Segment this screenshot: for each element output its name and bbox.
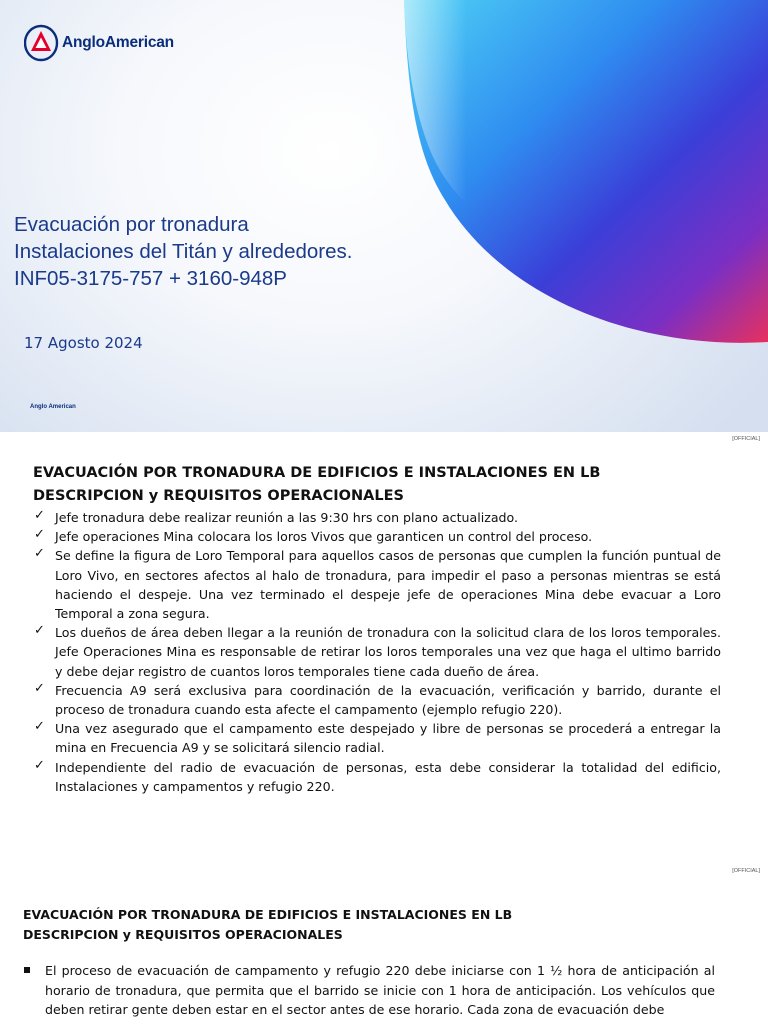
checkmark-icon: ✓ [34,508,45,523]
list-item: ✓ Se define la figura de Loro Temporal para aquellos casos de personas que cumplen la función puntual de Loro Vivo, en sectores afectos al halo de tronadura, para impedir el paso a personas mientras se está haciendo el despeje. Una vez terminado el despeje jefe de operaciones Mina debe evacuar a Loro Temporal a zona segura. [34,546,721,622]
slide-heading [33,462,733,508]
list-item: ✓ Independiente del radio de evacuación de personas, esta debe considerar la totalidad del edificio, Instalaciones y campamentos y refugio 220. [34,757,721,794]
heading-line: EVACUACIÓN POR TRONADURA DE EDIFICIOS E INSTALACIONES EN LB [33,465,601,481]
process-bullet-list [23,961,715,1020]
heading-line: DESCRIPCION y REQUISITOS OPERACIONALES [33,488,404,504]
heading-line: DESCRIPCION y REQUISITOS OPERACIONALES [23,927,343,942]
checkmark-icon: ✓ [34,546,45,562]
requirements-slide [0,432,768,864]
title-line: Evacuación por tronadura [14,213,249,236]
list-item: ✓ Jefe tronadura debe realizar reunión a las 9:30 hrs con plano actualizado. [34,508,519,525]
presentation-title [14,211,434,292]
list-item: ✓ Una vez asegurado que el campamento este despejado y libre de personas se procederá a entregar la mina en Frecuencia A9 y se solicitará silencio radial. [34,719,721,756]
title-line: INF05-3175-757 + 3160-948P [14,267,287,290]
presentation-date: 17 Agosto 2024 [24,334,143,352]
evacuation-process-slide [0,864,768,1024]
list-item: ✓ Frecuencia A9 será exclusiva para coordinación de la evacuación, verificación y barrido, durante el proceso de tronadura cuando esta afecte el campamento (ejemplo refugio 220). [34,680,721,718]
slide-heading [23,905,723,945]
checkmark-icon: ✓ [34,527,45,543]
list-item: ✓ Los dueños de área deben llegar a la reunión de tronadura con la solicitud clara de los loros temporales. Jefe Operaciones Mina es responsable de retirar los loros temporales una vez que haga el ultimo barrido y debe dejar registro de cuantos loros temporales tiene cada dueño de área. [34,623,721,679]
footer-brand: Anglo American [30,404,76,410]
checkmark-icon: ✓ [34,623,45,639]
list-item: ✓ Jefe operaciones Mina colocara los loros Vivos que garanticen un control del proceso. [34,527,593,545]
checkmark-icon: ✓ [34,680,45,696]
checkmark-icon: ✓ [34,757,45,773]
requirements-checklist [33,508,721,796]
checkmark-icon: ✓ [34,719,45,735]
logo-text: AngloAmerican [62,34,174,51]
classification-label: [OFFICIAL] [732,868,760,874]
logo-mark-icon [24,24,60,62]
heading-line: EVACUACIÓN POR TRONADURA DE EDIFICIOS E INSTALACIONES EN LB [23,907,513,922]
title-slide [0,0,768,432]
classification-label: [OFFICIAL] [732,436,760,442]
title-line: Instalaciones del Titán y alrededores. [14,240,353,263]
square-bullet-icon [24,967,30,973]
anglo-american-logo [24,24,174,62]
list-item: El proceso de evacuación de campamento y refugio 220 debe iniciarse con 1 ½ hora de anticipación al horario de tronadura, que permita que el barrido se inicie con 1 hora de anticipación. Los vehículos que deben retirar gente deben estar en el sector antes de ese horario. Cada zona de evacuación debe [23,961,715,1020]
